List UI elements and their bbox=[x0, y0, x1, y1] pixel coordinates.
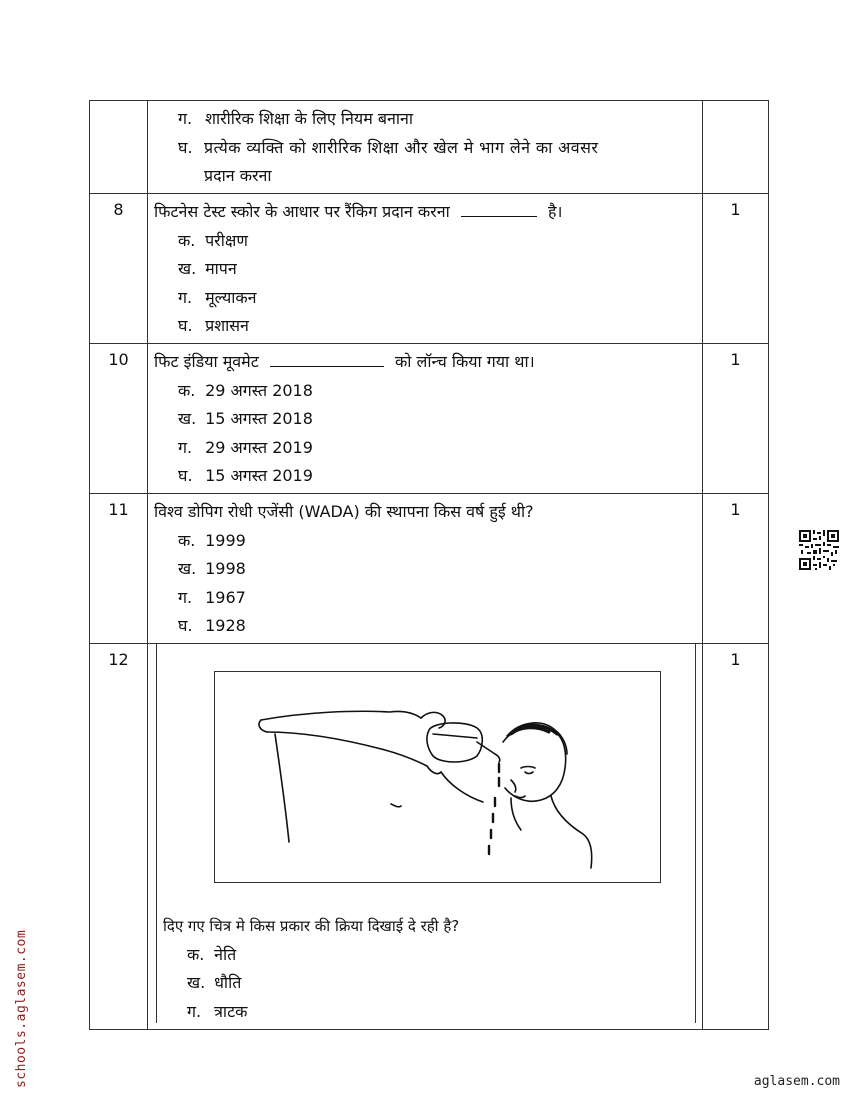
option-text: 1928 bbox=[205, 616, 246, 635]
option-label: ख. bbox=[178, 559, 197, 578]
option-label: ग. bbox=[178, 587, 193, 607]
option-label: ग. bbox=[178, 287, 193, 307]
option-text: परीक्षण bbox=[205, 230, 248, 250]
option-label: ग. bbox=[178, 109, 193, 128]
option-item bbox=[154, 312, 692, 341]
option-text: शारीरिक शिक्षा के लिए नियम बनाना bbox=[205, 109, 414, 128]
question-text-post: है। bbox=[547, 202, 563, 221]
question-row-8 bbox=[90, 194, 769, 344]
question-row-11 bbox=[90, 494, 769, 644]
question-row-10 bbox=[90, 344, 769, 494]
option-text: त्राटक bbox=[214, 1001, 248, 1021]
option-text-continuation: प्रदान करना bbox=[204, 166, 272, 185]
side-watermark: schools.aglasem.com bbox=[14, 929, 29, 1088]
option-text: 1999 bbox=[205, 530, 246, 550]
question-12-text-block bbox=[163, 912, 459, 1026]
option-label: क. bbox=[178, 530, 196, 550]
option-item bbox=[154, 527, 692, 556]
question-cell bbox=[148, 101, 703, 194]
option-item bbox=[163, 941, 459, 970]
option-item bbox=[154, 462, 692, 491]
question-cell bbox=[148, 194, 703, 344]
option-text: 29 अगस्त 2019 bbox=[205, 437, 313, 457]
figure-frame bbox=[156, 644, 696, 1023]
option-text: 29 अगस्त 2018 bbox=[205, 380, 313, 400]
question-cell bbox=[148, 644, 703, 1030]
option-label: ख. bbox=[178, 259, 197, 278]
question-marks bbox=[703, 101, 769, 194]
option-text: मापन bbox=[205, 259, 237, 278]
question-text-pre: फिटनेस टेस्ट स्कोर के आधार पर रैंकिग प्रदान करना bbox=[154, 202, 450, 221]
option-text: नेति bbox=[214, 944, 237, 964]
question-cell bbox=[148, 344, 703, 494]
question-number: 11 bbox=[90, 494, 148, 644]
question-text bbox=[154, 198, 692, 227]
option-label: घ. bbox=[178, 137, 193, 157]
option-label: ख. bbox=[178, 409, 197, 428]
option-text: 1998 bbox=[205, 559, 246, 578]
option-text: धौति bbox=[214, 973, 242, 992]
question-text: दिए गए चित्र मे किस प्रकार की क्रिया दिखाई दे रही है? bbox=[163, 917, 460, 935]
question-row-continued bbox=[90, 101, 769, 194]
question-text: विश्व डोपिग रोधी एजेंसी (WADA) की स्थापना किस वर्ष हुई थी? bbox=[154, 502, 534, 521]
question-table bbox=[89, 100, 769, 1030]
option-text: 15 अगस्त 2019 bbox=[205, 466, 313, 485]
option-label: ख. bbox=[187, 973, 206, 992]
fill-blank-line bbox=[461, 215, 537, 217]
question-marks: 1 bbox=[703, 194, 769, 344]
option-label: घ. bbox=[178, 616, 193, 635]
option-text: प्रत्येक व्यक्ति को शारीरिक शिक्षा और खेल मे भाग लेने का अवसर bbox=[204, 137, 599, 157]
option-item bbox=[154, 555, 692, 584]
question-number: 10 bbox=[90, 344, 148, 494]
option-item bbox=[154, 134, 692, 163]
option-item bbox=[154, 377, 692, 406]
footer-watermark: aglasem.com bbox=[753, 1074, 840, 1089]
option-item bbox=[154, 284, 692, 313]
option-label: ग. bbox=[178, 437, 193, 457]
option-label: क. bbox=[178, 380, 196, 400]
question-marks: 1 bbox=[703, 644, 769, 1030]
option-item bbox=[163, 969, 459, 998]
question-marks: 1 bbox=[703, 344, 769, 494]
frame-rule bbox=[702, 644, 703, 1023]
option-label: ग. bbox=[187, 1001, 202, 1021]
question-cell bbox=[148, 494, 703, 644]
option-item bbox=[163, 998, 459, 1027]
question-text bbox=[154, 348, 692, 377]
option-text: 15 अगस्त 2018 bbox=[205, 409, 313, 428]
option-text: मूल्याकन bbox=[205, 287, 257, 307]
option-item bbox=[154, 255, 692, 284]
option-text: 1967 bbox=[205, 587, 246, 607]
question-number: 12 bbox=[90, 644, 148, 1030]
option-label: घ. bbox=[178, 466, 193, 485]
neti-illustration bbox=[215, 672, 660, 882]
option-item bbox=[154, 434, 692, 463]
option-item bbox=[154, 612, 692, 641]
fill-blank-line bbox=[270, 365, 384, 367]
option-label: क. bbox=[178, 230, 196, 250]
option-item bbox=[154, 584, 692, 613]
question-number bbox=[90, 101, 148, 194]
question-row-12 bbox=[90, 644, 769, 1030]
qr-code-icon bbox=[799, 530, 839, 570]
jal-neti-figure bbox=[214, 671, 661, 883]
question-marks: 1 bbox=[703, 494, 769, 644]
option-item bbox=[154, 105, 692, 134]
option-item bbox=[154, 405, 692, 434]
question-number: 8 bbox=[90, 194, 148, 344]
question-text-pre: फिट इंडिया मूवमेट bbox=[154, 352, 259, 371]
option-label: घ. bbox=[178, 316, 193, 335]
option-label: क. bbox=[187, 944, 205, 964]
question-text-post: को लॉन्च किया गया था। bbox=[394, 352, 535, 371]
option-text: प्रशासन bbox=[205, 316, 249, 335]
option-item bbox=[154, 227, 692, 256]
